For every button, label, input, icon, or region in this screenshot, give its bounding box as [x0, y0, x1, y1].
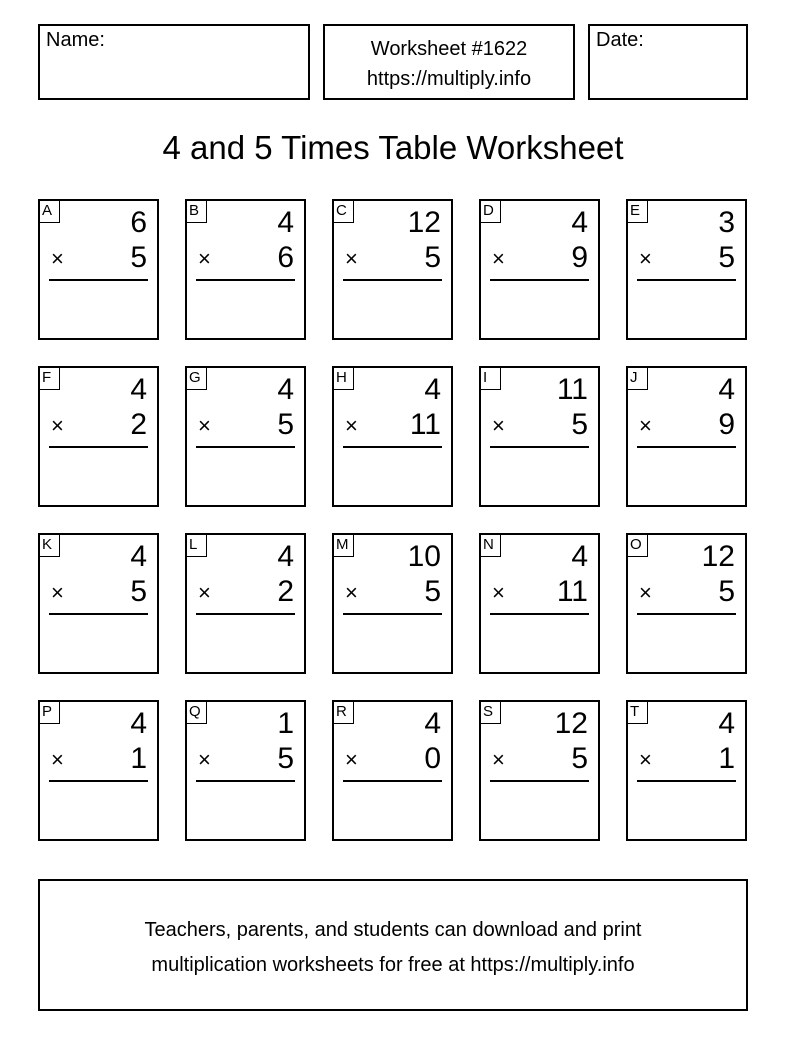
times-sign: × [345, 747, 358, 772]
multiplier: 5 [718, 575, 735, 608]
multiplicand: 11 [556, 373, 588, 406]
answer-line [196, 446, 295, 448]
date-field[interactable] [588, 24, 748, 100]
multiplicand: 10 [407, 540, 441, 573]
answer-line [49, 613, 148, 615]
multiplier: 5 [277, 742, 294, 775]
problem-card[interactable] [38, 533, 159, 674]
multiplicand: 12 [701, 540, 735, 573]
answer-line [343, 780, 442, 782]
multiplier: 11 [409, 408, 441, 441]
problem-card[interactable] [185, 533, 306, 674]
problem-card[interactable] [626, 366, 747, 507]
answer-line [637, 446, 736, 448]
footer-line-2: multiplication worksheets for free at https://multiply.info [151, 954, 635, 976]
problem-card[interactable] [626, 199, 747, 340]
multiplicand: 4 [718, 707, 735, 740]
multiplicand: 12 [407, 206, 441, 239]
multiplicand: 4 [277, 373, 294, 406]
multiplicand: 4 [424, 707, 441, 740]
problem-letter: I [479, 366, 501, 390]
times-sign: × [198, 747, 211, 772]
footer-box [38, 879, 748, 1011]
answer-line [490, 279, 589, 281]
times-sign: × [345, 580, 358, 605]
multiplier: 5 [424, 575, 441, 608]
multiplicand: 3 [718, 206, 735, 239]
problem-letter: G [185, 366, 207, 390]
problem-card[interactable] [332, 533, 453, 674]
problem-letter: M [332, 533, 354, 557]
problem-letter: Q [185, 700, 207, 724]
multiplier: 1 [130, 742, 147, 775]
multiplier: 5 [130, 575, 147, 608]
answer-line [49, 780, 148, 782]
problem-letter: D [479, 199, 501, 223]
multiplier: 5 [718, 241, 735, 274]
answer-line [343, 613, 442, 615]
worksheet-info-box [323, 24, 575, 100]
multiplicand: 12 [554, 707, 588, 740]
times-sign: × [492, 747, 505, 772]
problem-card[interactable] [38, 199, 159, 340]
multiplier: 9 [718, 408, 735, 441]
problem-letter: T [626, 700, 648, 724]
problem-card[interactable] [479, 199, 600, 340]
problem-card[interactable] [479, 700, 600, 841]
answer-line [49, 446, 148, 448]
problem-card[interactable] [332, 366, 453, 507]
problem-card[interactable] [626, 533, 747, 674]
multiplier: 11 [556, 575, 588, 608]
times-sign: × [51, 246, 64, 271]
times-sign: × [639, 580, 652, 605]
times-sign: × [492, 246, 505, 271]
problem-card[interactable] [332, 700, 453, 841]
multiplier: 5 [571, 742, 588, 775]
problem-letter: P [38, 700, 60, 724]
times-sign: × [639, 747, 652, 772]
problem-letter: E [626, 199, 648, 223]
problem-card[interactable] [185, 700, 306, 841]
multiplicand: 4 [130, 707, 147, 740]
multiplicand: 1 [277, 707, 294, 740]
problem-letter: B [185, 199, 207, 223]
problem-letter: L [185, 533, 207, 557]
problem-card[interactable] [479, 533, 600, 674]
problem-letter: C [332, 199, 354, 223]
date-label: Date: [596, 29, 644, 51]
worksheet-number: Worksheet #1622 [370, 38, 528, 60]
multiplier: 1 [718, 742, 735, 775]
problem-letter: K [38, 533, 60, 557]
multiplier: 0 [424, 742, 441, 775]
answer-line [637, 279, 736, 281]
multiplicand: 4 [571, 206, 588, 239]
name-label: Name: [46, 29, 105, 51]
problem-card[interactable] [479, 366, 600, 507]
multiplier: 2 [130, 408, 147, 441]
times-sign: × [492, 580, 505, 605]
answer-line [637, 780, 736, 782]
problem-letter: J [626, 366, 648, 390]
answer-line [343, 446, 442, 448]
multiplicand: 4 [718, 373, 735, 406]
times-sign: × [51, 747, 64, 772]
times-sign: × [198, 580, 211, 605]
problem-letter: F [38, 366, 60, 390]
times-sign: × [345, 413, 358, 438]
problem-letter: S [479, 700, 501, 724]
times-sign: × [51, 580, 64, 605]
times-sign: × [492, 413, 505, 438]
multiplicand: 4 [130, 373, 147, 406]
answer-line [490, 613, 589, 615]
name-field[interactable] [38, 24, 310, 100]
multiplicand: 4 [130, 540, 147, 573]
answer-line [490, 446, 589, 448]
problem-letter: N [479, 533, 501, 557]
problem-letter: R [332, 700, 354, 724]
worksheet-url: https://multiply.info [366, 68, 532, 90]
times-sign: × [198, 246, 211, 271]
multiplier: 5 [277, 408, 294, 441]
answer-line [637, 613, 736, 615]
multiplier: 9 [571, 241, 588, 274]
multiplier: 5 [424, 241, 441, 274]
answer-line [196, 279, 295, 281]
page-title: 4 and 5 Times Table Worksheet [162, 129, 624, 166]
multiplicand: 4 [277, 540, 294, 573]
footer-line-1: Teachers, parents, and students can download and print [144, 919, 642, 941]
times-sign: × [639, 246, 652, 271]
multiplicand: 6 [130, 206, 147, 239]
multiplier: 6 [277, 241, 294, 274]
problem-card[interactable] [38, 366, 159, 507]
problem-letter: A [38, 199, 60, 223]
problem-card[interactable] [185, 366, 306, 507]
problem-card[interactable] [185, 199, 306, 340]
multiplicand: 4 [424, 373, 441, 406]
multiplier: 5 [130, 241, 147, 274]
answer-line [49, 279, 148, 281]
multiplicand: 4 [571, 540, 588, 573]
times-sign: × [198, 413, 211, 438]
problem-card[interactable] [38, 700, 159, 841]
multiplier: 2 [277, 575, 294, 608]
answer-line [196, 613, 295, 615]
answer-line [490, 780, 589, 782]
answer-line [343, 279, 442, 281]
answer-line [196, 780, 295, 782]
times-sign: × [639, 413, 652, 438]
times-sign: × [345, 246, 358, 271]
problem-card[interactable] [626, 700, 747, 841]
times-sign: × [51, 413, 64, 438]
multiplicand: 4 [277, 206, 294, 239]
problem-card[interactable] [332, 199, 453, 340]
problem-letter: O [626, 533, 648, 557]
problem-letter: H [332, 366, 354, 390]
multiplier: 5 [571, 408, 588, 441]
